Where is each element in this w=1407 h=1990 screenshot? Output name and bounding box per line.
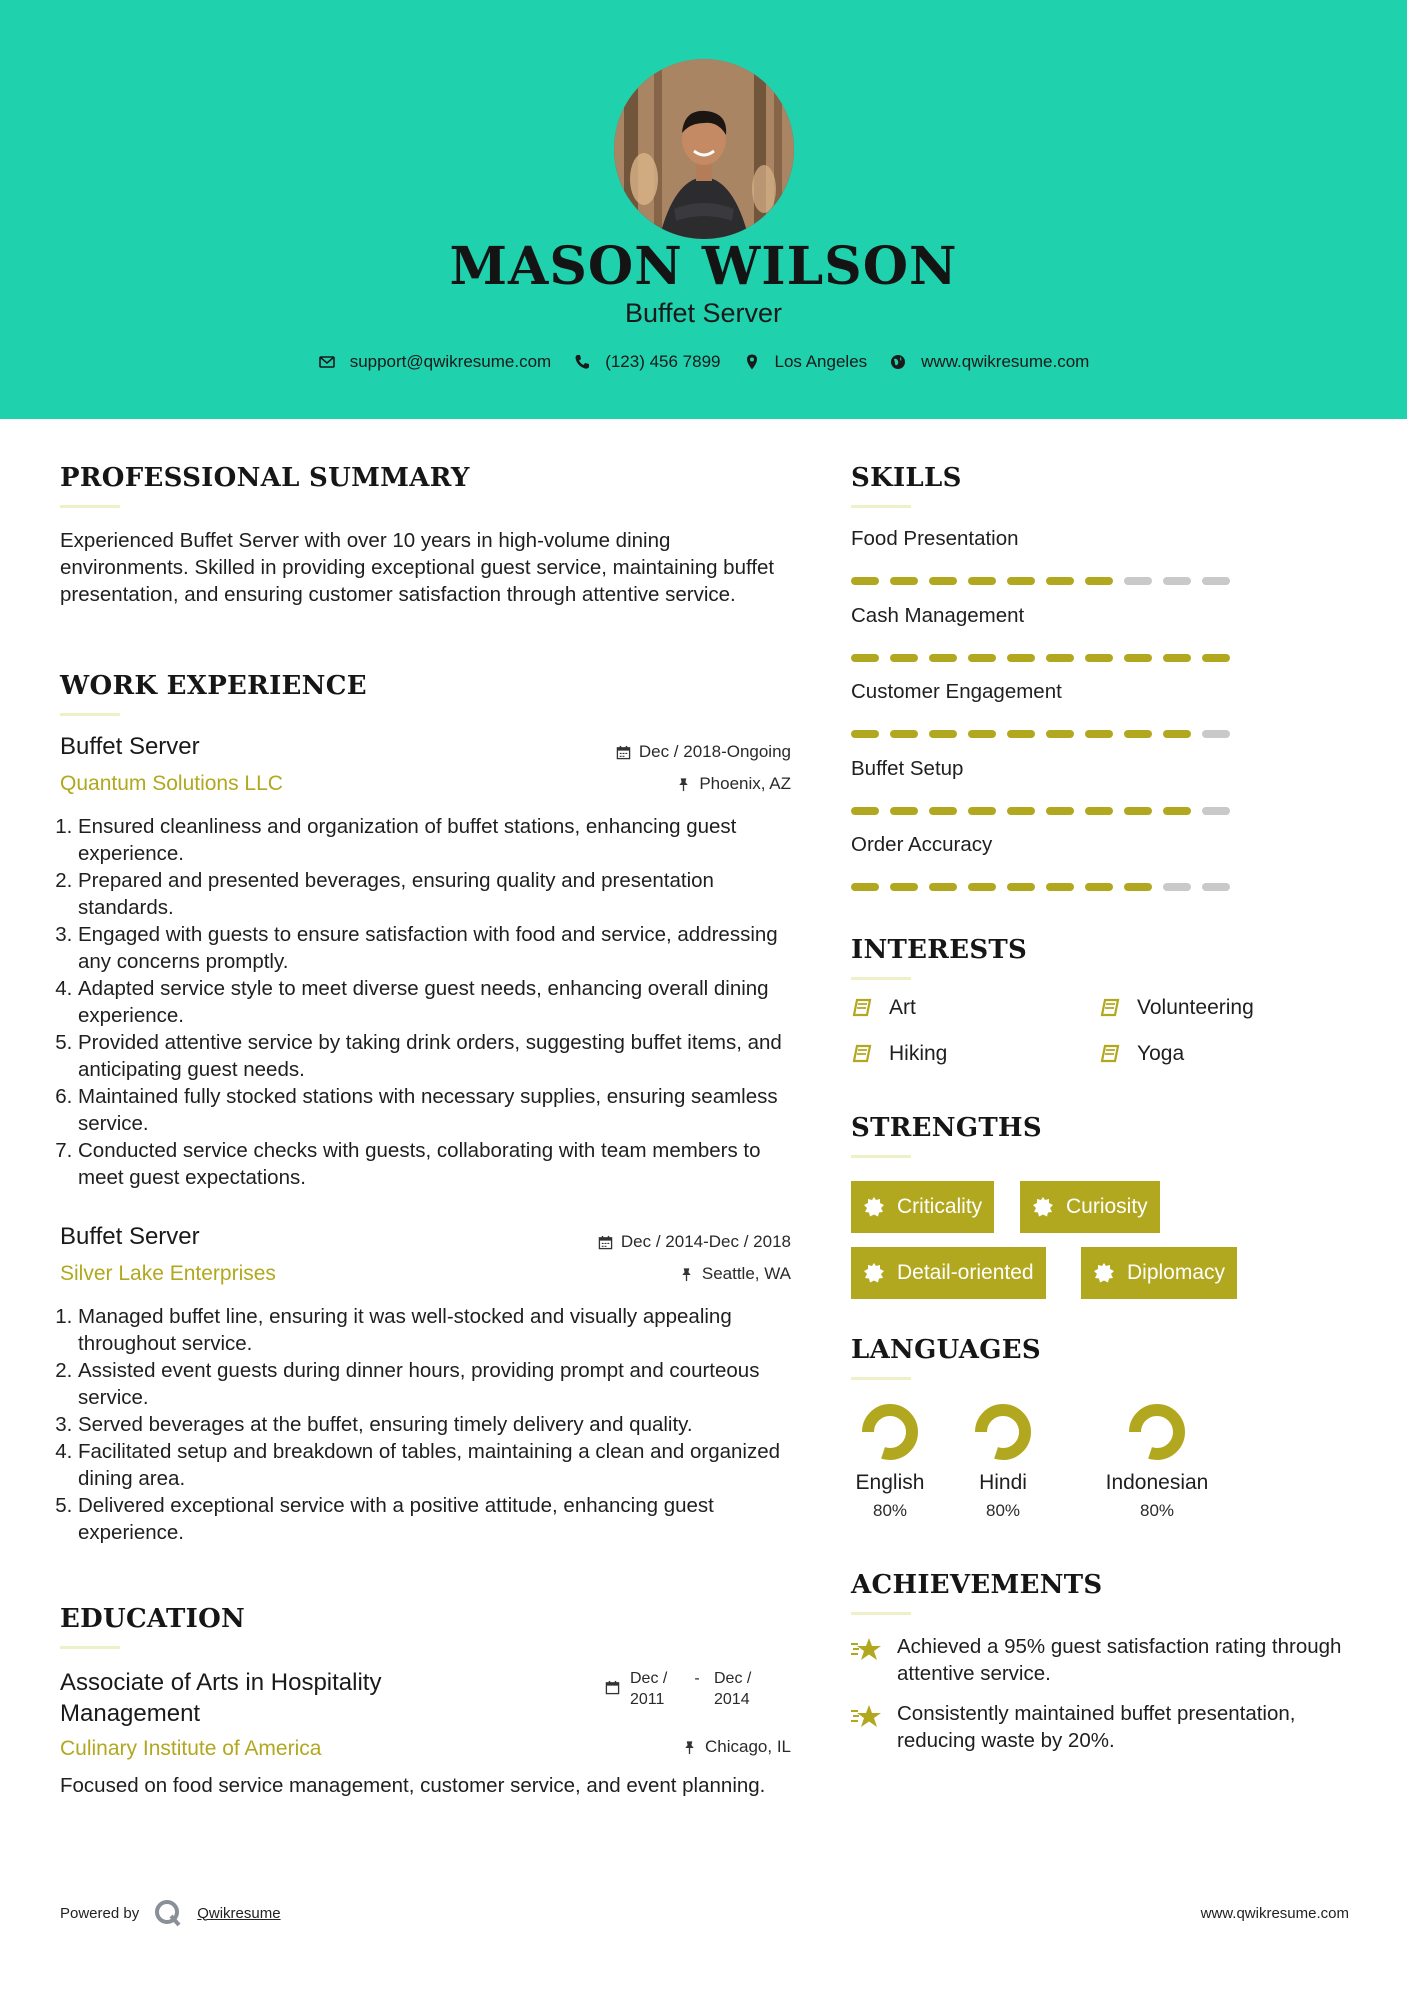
candidate-name: MASON WILSON — [449, 236, 958, 297]
strength-badge — [851, 1181, 994, 1233]
skill-level-segment — [968, 883, 996, 891]
contact-bar — [0, 352, 1407, 372]
education-location-text: Chicago, IL — [705, 1737, 791, 1756]
contact-website-text: www.qwikresume.com — [921, 352, 1090, 371]
education-school: Culinary Institute of America — [60, 1737, 322, 1760]
skill-level-bar — [851, 807, 1230, 815]
language-name: Indonesian — [1105, 1471, 1209, 1494]
education-location — [500, 1737, 791, 1757]
experience-heading: WORK EXPERIENCE — [60, 671, 367, 701]
skill-level-segment — [1085, 577, 1113, 585]
job-2-location-text: Seattle, WA — [701, 1264, 791, 1283]
interest-item — [851, 996, 916, 1020]
language-ring — [971, 1400, 1035, 1464]
language-name: Hindi — [979, 1471, 1027, 1494]
skill-level-segment — [968, 577, 996, 585]
list-item: 3. Engaged with guests to ensure satisfaction with food and service, addressing any concerns promptly. — [78, 921, 800, 975]
language-item — [835, 1400, 945, 1521]
education-start: Dec / 2011 — [630, 1670, 668, 1708]
badge-icon — [863, 1196, 885, 1218]
strength-label: Diplomacy — [1127, 1261, 1226, 1284]
contact-email[interactable] — [318, 352, 552, 372]
skill-level-bar — [851, 730, 1230, 738]
language-name: English — [855, 1471, 925, 1494]
job-2-responsibilities — [60, 1303, 800, 1546]
skill-level-segment — [1046, 654, 1074, 662]
list-item: 7. Conducted service checks with guests, collaborating with team members to meet guest expectations. — [78, 1137, 800, 1191]
skill-level-segment — [1202, 883, 1230, 891]
list-item: 2. Assisted event guests during dinner hours, providing prompt and courteous service. — [78, 1357, 800, 1411]
education-end: Dec / 2014 — [714, 1670, 752, 1708]
achievements-underline — [851, 1612, 911, 1615]
strength-label: Criticality — [897, 1195, 983, 1218]
experience-underline — [60, 713, 120, 716]
education-dates — [605, 1668, 764, 1710]
achievement-text: Consistently maintained buffet presentation, reducing waste by 20%. — [897, 1702, 1296, 1752]
footer-website[interactable]: www.qwikresume.com — [1200, 1905, 1349, 1922]
list-item: 6. Maintained fully stocked stations with necessary supplies, ensuring seamless service. — [78, 1083, 800, 1137]
skills-heading: SKILLS — [851, 463, 962, 493]
calendar-icon — [616, 745, 631, 760]
skill-level-segment — [929, 654, 957, 662]
skill-level-segment — [1124, 730, 1152, 738]
skill-level-segment — [1046, 883, 1074, 891]
skill-level-segment — [1046, 807, 1074, 815]
languages-heading: LANGUAGES — [851, 1335, 1041, 1365]
list-item: 5. Delivered exceptional service with a positive attitude, enhancing guest experience. — [78, 1492, 800, 1546]
skill-level-segment — [929, 577, 957, 585]
skill-level-segment — [929, 883, 957, 891]
skill-level-segment — [1124, 883, 1152, 891]
profile-photo — [614, 59, 794, 239]
skill-level-segment — [890, 730, 918, 738]
skill-level-segment — [851, 883, 879, 891]
skill-level-segment — [1202, 654, 1230, 662]
star-icon — [849, 1702, 883, 1732]
job-1-dates — [500, 742, 791, 762]
book-icon — [851, 1043, 873, 1065]
skill-level-segment — [1085, 883, 1113, 891]
brand-link[interactable]: Qwikresume — [197, 1904, 281, 1922]
footer-powered-by — [60, 1898, 281, 1928]
phone-icon — [573, 353, 591, 371]
summary-underline — [60, 505, 120, 508]
envelope-icon — [318, 353, 336, 371]
interest-label: Hiking — [889, 1042, 948, 1065]
interest-item — [1099, 1042, 1184, 1066]
achievements-heading: ACHIEVEMENTS — [851, 1570, 1103, 1600]
contact-phone[interactable] — [573, 352, 720, 372]
education-heading: EDUCATION — [60, 1604, 246, 1634]
book-icon — [851, 997, 873, 1019]
skill-level-segment — [1124, 577, 1152, 585]
calendar-icon — [598, 1235, 613, 1250]
skill-level-segment — [1007, 654, 1035, 662]
star-icon — [849, 1635, 883, 1665]
summary-text: Experienced Buffet Server with over 10 years in high-volume dining environments. Skilled in providing exceptional guest service, maintaining buffet presentation, and ensuring customer satisfaction through attentive service. — [60, 529, 775, 606]
language-ring — [858, 1400, 922, 1464]
skill-level-segment — [968, 654, 996, 662]
contact-phone-text: (123) 456 7899 — [605, 352, 721, 371]
list-item: 2. Prepared and presented beverages, ensuring quality and presentation standards. — [78, 867, 800, 921]
skill-level-segment — [890, 654, 918, 662]
skill-level-segment — [1085, 654, 1113, 662]
job-2-dates — [500, 1232, 791, 1252]
job-2-company: Silver Lake Enterprises — [60, 1262, 276, 1285]
skill-label: Order Accuracy — [851, 833, 993, 856]
strength-label: Curiosity — [1066, 1195, 1148, 1218]
summary-heading: PROFESSIONAL SUMMARY — [60, 463, 470, 493]
job-1-responsibilities — [60, 813, 800, 1191]
language-ring — [1125, 1400, 1189, 1464]
profile-photo-image — [614, 59, 794, 239]
skill-level-segment — [1202, 577, 1230, 585]
skill-level-segment — [1163, 577, 1191, 585]
list-item: 4. Facilitated setup and breakdown of tables, maintaining a clean and organized dining area. — [78, 1438, 800, 1492]
job-2-dates-text: Dec / 2014-Dec / 2018 — [620, 1232, 791, 1251]
badge-icon — [1093, 1262, 1115, 1284]
pushpin-icon — [676, 777, 691, 792]
skill-level-segment — [1124, 807, 1152, 815]
language-item — [953, 1400, 1053, 1521]
skill-label: Cash Management — [851, 603, 1025, 627]
job-1-company: Quantum Solutions LLC — [60, 772, 283, 795]
skill-level-segment — [929, 807, 957, 815]
powered-by-label: Powered by — [60, 1904, 140, 1922]
map-pin-icon — [743, 353, 761, 371]
skill-level-segment — [1124, 654, 1152, 662]
education-underline — [60, 1646, 120, 1649]
interest-label: Art — [889, 996, 916, 1019]
skill-level-segment — [1085, 730, 1113, 738]
skill-level-segment — [851, 730, 879, 738]
skill-level-segment — [1202, 730, 1230, 738]
skill-label: Buffet Setup — [851, 756, 964, 780]
globe-icon — [889, 353, 907, 371]
book-icon — [1099, 997, 1121, 1019]
skill-level-bar — [851, 577, 1230, 585]
calendar-icon — [605, 1680, 620, 1695]
job-1-location — [500, 774, 791, 794]
skills-underline — [851, 505, 911, 508]
skill-level-segment — [929, 730, 957, 738]
interest-item — [851, 1042, 947, 1066]
skill-level-segment — [1163, 730, 1191, 738]
skill-level-segment — [1085, 807, 1113, 815]
skill-label: Customer Engagement — [851, 680, 1062, 703]
contact-email-text: support@qwikresume.com — [349, 352, 552, 371]
language-percent: 80% — [985, 1501, 1021, 1520]
contact-website[interactable] — [889, 352, 1089, 372]
skill-level-segment — [1007, 807, 1035, 815]
skill-level-segment — [968, 730, 996, 738]
contact-location-text: Los Angeles — [774, 352, 868, 371]
job-2-title: Buffet Server — [60, 1223, 200, 1250]
skill-label: Food Presentation — [851, 527, 1019, 550]
strength-badge — [851, 1247, 1046, 1299]
language-percent: 80% — [1139, 1501, 1175, 1520]
education-description: Focused on food service management, customer service, and event planning. — [60, 1774, 766, 1797]
date-separator: - — [694, 1670, 700, 1687]
languages-underline — [851, 1377, 911, 1380]
strength-badge — [1020, 1181, 1160, 1233]
skill-level-bar — [851, 883, 1230, 891]
job-1-title: Buffet Server — [60, 733, 200, 760]
candidate-role: Buffet Server — [624, 298, 783, 328]
qwikresume-logo-icon — [153, 1898, 183, 1928]
strength-label: Detail-oriented — [897, 1261, 1034, 1284]
list-item: 3. Served beverages at the buffet, ensuring timely delivery and quality. — [78, 1411, 800, 1438]
list-item: 4. Adapted service style to meet diverse guest needs, enhancing overall dining experience. — [78, 975, 800, 1029]
job-1-dates-text: Dec / 2018-Ongoing — [638, 742, 791, 761]
skill-level-segment — [851, 807, 879, 815]
contact-location — [743, 352, 868, 372]
job-2-location — [500, 1264, 791, 1284]
skill-level-segment — [890, 883, 918, 891]
achievement-item — [849, 1633, 1349, 1687]
interest-label: Volunteering — [1137, 996, 1254, 1019]
skill-level-segment — [1202, 807, 1230, 815]
skill-level-segment — [1007, 730, 1035, 738]
skill-level-segment — [968, 807, 996, 815]
skill-level-segment — [1046, 577, 1074, 585]
education-degree: Associate of Arts in Hospitality Management — [60, 1669, 382, 1727]
strength-badge — [1081, 1247, 1237, 1299]
job-1-location-text: Phoenix, AZ — [699, 774, 791, 793]
skill-level-segment — [890, 807, 918, 815]
skill-level-segment — [1007, 883, 1035, 891]
strengths-heading: STRENGTHS — [851, 1113, 1042, 1143]
skill-level-segment — [1007, 577, 1035, 585]
skill-level-segment — [1163, 883, 1191, 891]
header-banner — [0, 0, 1407, 419]
interests-underline — [851, 977, 911, 980]
skill-level-segment — [1163, 654, 1191, 662]
skill-level-bar — [851, 654, 1230, 662]
achievement-item — [849, 1700, 1349, 1754]
badge-icon — [1032, 1196, 1054, 1218]
interest-item — [1099, 996, 1254, 1020]
book-icon — [1099, 1043, 1121, 1065]
skill-level-segment — [851, 577, 879, 585]
list-item: 1. Managed buffet line, ensuring it was well-stocked and visually appealing throughout service. — [78, 1303, 800, 1357]
skill-level-segment — [890, 577, 918, 585]
language-item — [1087, 1400, 1227, 1521]
badge-icon — [863, 1262, 885, 1284]
pushpin-icon — [679, 1267, 694, 1282]
interests-heading: INTERESTS — [851, 935, 1028, 965]
interest-label: Yoga — [1137, 1042, 1185, 1065]
strengths-underline — [851, 1155, 911, 1158]
list-item: 1. Ensured cleanliness and organization of buffet stations, enhancing guest experience. — [78, 813, 800, 867]
list-item: 5. Provided attentive service by taking drink orders, suggesting buffet items, and anticipating guest needs. — [78, 1029, 800, 1083]
skill-level-segment — [851, 654, 879, 662]
achievement-text: Achieved a 95% guest satisfaction rating through attentive service. — [897, 1635, 1342, 1685]
skill-level-segment — [1163, 807, 1191, 815]
pushpin-icon — [682, 1740, 697, 1755]
skill-level-segment — [1046, 730, 1074, 738]
language-percent: 80% — [872, 1501, 908, 1520]
